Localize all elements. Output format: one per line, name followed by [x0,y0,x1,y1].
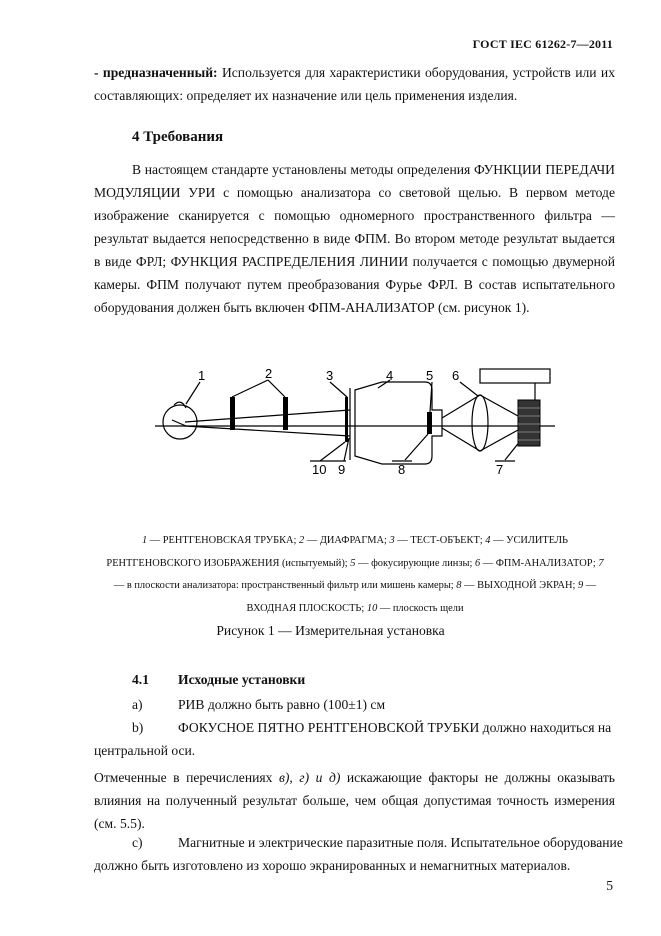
beam-upper-line [185,410,350,422]
figure-title: Рисунок 1 — Измерительная установка [216,623,445,638]
fig-label-6: 6 [452,368,460,383]
leader-2b [268,380,285,397]
measurement-setup-diagram [150,360,560,490]
fig-label-5: 5 [426,368,434,383]
page-number: 5 [606,878,613,893]
fig-label-3: 3 [326,368,334,383]
distortion-note: Отмеченные в перечислениях в), г) и д) искажающие факторы не должны оказывать влияния на полученный результат больше, чем общая допустимая точность измерения (см. 5.5). [94,770,615,831]
test-object [345,397,348,442]
leader-10 [320,442,345,461]
item-c-continuation: должно быть изготовлено из хорошо экранированных и немагнитных материалов. [94,858,571,873]
lens-ray-upper [442,395,480,418]
diaphragm-plate-b [283,397,288,430]
leader-3 [330,382,347,397]
fig-label-10: 10 [312,462,327,477]
fig-label-4: 4 [386,368,394,383]
definition-text: Используется для характеристики оборудования, устройств или их составляющих: определяет их назначение или цель применения изделия. [94,65,616,103]
diaphragm-plate-a [230,397,235,430]
output-screen [427,412,432,434]
lens-ray-lower [442,428,480,451]
fig-label-8: 8 [398,462,406,477]
section-4-paragraph: В настоящем стандарте установлены методы определения ФУНКЦИИ ПЕРЕДАЧИ МОДУЛЯЦИИ УРИ с помощью анализатора со световой щелью. В первом методе изображение сканируется с помощью одномерного пространственного фильтра — результат выдается непосредственно в виде ФПМ. Во втором методе результат выдается в виде ФРЛ; ФУНКЦИЯ РАСПРЕДЕЛЕНИЯ ЛИНИИ получается с помощью двумерной камеры. ФПМ получают путем преобразования Фурье ФРЛ. В состав испытательного оборудования должен быть включен ФПМ-АНАЛИЗАТОР (см. рисунок 1). [94,162,615,315]
item-b-continuation: центральной оси. [94,743,196,758]
fig-label-9: 9 [338,462,346,477]
leader-1 [186,382,200,404]
item-a: a) РИВ должно быть равно (100±1) см [132,697,386,712]
definition-paragraph [94,61,615,107]
definition-term: - предназначенный: [94,65,218,80]
fig-label-2: 2 [265,366,273,381]
section-4-title: 4 Требования [132,129,224,145]
mtf-analyzer-box [480,369,550,383]
spatial-filter-block [518,400,540,446]
beam-lower-line [185,426,350,436]
subsection-title: Исходные установки [178,672,306,687]
leader-6 [460,382,478,396]
focusing-lens [472,395,488,451]
subsection-number: 4.1 [132,672,149,687]
figure-caption: 1 — РЕНТГЕНОВСКАЯ ТРУБКА; 2 — ДИАФРАГМА; 3 — ТЕСТ-ОБЪЕКТ; 4 — УСИЛИТЕЛЬ РЕНТГЕНОВСКОГО ИЗОБРАЖЕНИЯ (испытуемый); 5 — фокусирующие линзы; 6 — ФПМ-АНАЛИЗАТОР; 7 — в плоскости анализатора: пространственный фильтр или мишень камеры; 8 — ВЫХОДНОЙ ЭКРАН; 9 — ВХОДНАЯ ПЛОСКОСТЬ; 10 — плоскость щели [106,535,604,614]
item-c: c) Магнитные и электрические паразитные поля. Испытательное оборудование [132,835,623,850]
item-b: b) ФОКУСНОЕ ПЯТНО РЕНТГЕНОВСКОЙ ТРУБКИ должно находиться на [132,720,612,735]
subsection-4-1-heading [132,672,305,688]
fig-label-7: 7 [496,462,504,477]
tube-anode [172,420,186,426]
leader-8 [405,434,428,460]
fig-label-1: 1 [198,368,206,383]
document-header: ГОСТ IEC 61262-7—2011 [472,37,613,51]
leader-2a [232,380,268,397]
